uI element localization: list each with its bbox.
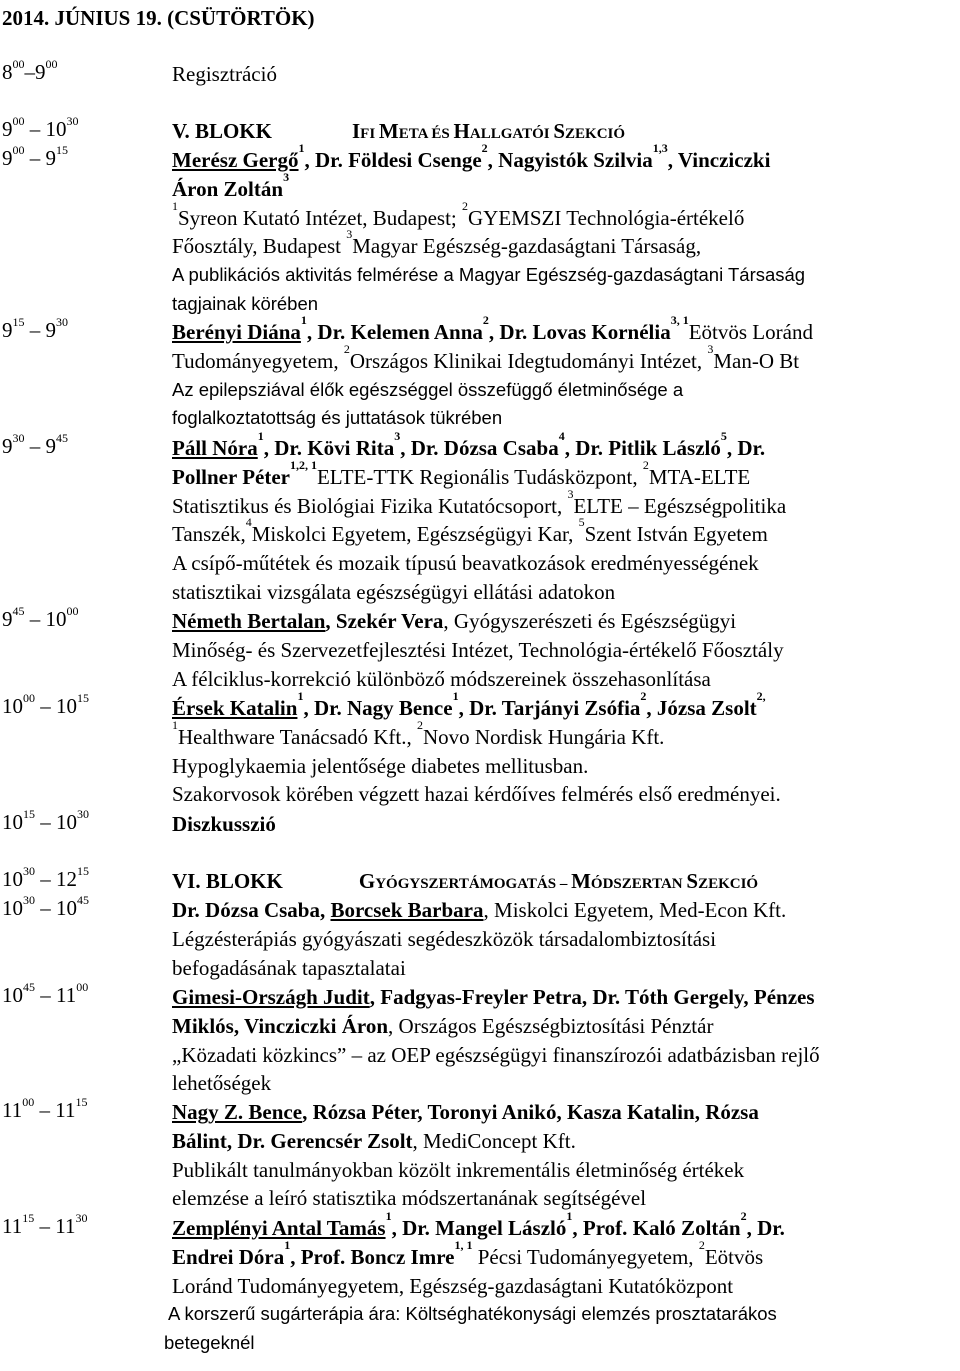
talk-authors-cont: Áron Zoltán$^3$ xyxy=(172,169,290,201)
talk-entry xyxy=(172,429,952,607)
talk-authors: Németh Bertalan, Szekér Vera, Gyógyszerészeti és Egészségügyi xyxy=(172,609,737,633)
talk-authors: Páll Nóra$^1$, Dr. Kövi Rita$^3$, Dr. Dózsa Csaba$^4$, Dr. Pitlik László$^5$, Dr. xyxy=(172,429,766,460)
session-title: Regisztráció xyxy=(172,62,277,86)
block-heading xyxy=(172,117,952,149)
talk-title-cont: elemzése a leíró statisztika módszertanának segítségével xyxy=(172,1186,647,1211)
talk-authors: Nagy Z. Bence, Rózsa Péter, Toronyi Anikó, Kasza Katalin, Rózsa xyxy=(172,1100,759,1124)
time-range: $9^{30} - 9^{45}$ xyxy=(2,431,68,458)
block-label: V. BLOKK xyxy=(172,119,272,143)
talk-entry xyxy=(172,896,952,982)
talk-affiliation: Tudományegyetem, $^2$Országos Klinikai Idegtudományi Intézet, $^3$Man-O Bt xyxy=(172,341,800,373)
talk-title: Légzésterápiás gyógyászati segédeszközök társadalombiztosítási xyxy=(172,926,717,951)
time-range: $10^{45} - 11^{00}$ xyxy=(2,980,89,1007)
section-title: GYÓGYSZERTÁMOGATÁS – MÓDSZERTAN SZEKCIÓ xyxy=(358,869,759,893)
talk-title: Publikált tanulmányokban közölt inkrementális életminőség értékek xyxy=(172,1157,745,1182)
block-label: VI. BLOKK xyxy=(172,869,283,893)
talk-authors-cont: Endrei Dóra$^1$, Prof. Boncz Imre$^{1, 1}$ Pécsi Tudományegyetem, $^2$Eötvös xyxy=(172,1237,764,1269)
talk-authors: Gimesi-Országh Judit, Fadgyas-Freyler Petra, Dr. Tóth Gergely, Pénzes xyxy=(172,985,815,1009)
time-range: $9^{15} - 9^{30}$ xyxy=(2,315,68,342)
talk-entry xyxy=(172,689,952,809)
talk-authors: Dr. Dózsa Csaba, Borcsek Barbara, Miskolci Egyetem, Med-Econ Kft. xyxy=(172,898,787,922)
talk-title-cont: betegeknél xyxy=(164,1332,255,1354)
talk-entry xyxy=(172,313,952,433)
talk-title: Hypoglykaemia jelentősége diabetes mellitusban. xyxy=(172,753,589,778)
talk-authors-cont: Bálint, Dr. Gerencsér Zsolt, MediConcept Kft. xyxy=(172,1128,576,1153)
talk-authors: Érsek Katalin$^1$, Dr. Nagy Bence$^1$, Dr. Tarjányi Zsófia$^2$, Józsa Zsolt$^{2,}$ xyxy=(172,689,766,720)
talk-affiliation-cont: Statisztikus és Biológiai Fizika Kutatócsoport, $^3$ELTE – Egészségpolitika xyxy=(172,486,787,518)
page-title: 2014. JÚNIUS 19. (CSÜTÖRTÖK) xyxy=(2,6,315,30)
talk-title-cont: foglalkoztatottság és juttatások tükrében xyxy=(172,407,503,429)
talk-entry xyxy=(172,607,952,693)
talk-title-cont: statisztikai vizsgálata egészségügyi ellátási adatokon xyxy=(172,579,616,604)
block-heading xyxy=(172,867,952,899)
time-range: $9^{00} - 9^{15}$ xyxy=(2,143,68,170)
talk-authors-cont: Miklós, Vincziczki Áron, Országos Egészségbiztosítási Pénztár xyxy=(172,1013,714,1038)
talk-title: „Közadati közkincs” – az OEP egészségügyi finanszírozói adatbázisban rejlő xyxy=(172,1042,820,1067)
talk-entry xyxy=(172,141,952,319)
talk-title-cont: befogadásának tapasztalatai xyxy=(172,955,406,980)
talk-affiliation-cont: Főosztály, Budapest $^3$Magyar Egészség-gazdaságtani Társaság, xyxy=(172,227,702,259)
talk-entry xyxy=(164,1209,952,1358)
talk-authors: Zemplényi Antal Tamás$^1$, Dr. Mangel László$^1$, Prof. Kaló Zoltán$^2$, Dr. xyxy=(172,1209,785,1240)
talk-affiliation: Minőség- és Szervezetfejlesztési Intézet, Technológia-értékelő Főosztály xyxy=(172,637,784,662)
talk-authors: Berényi Diána$^1$, Dr. Kelemen Anna$^2$, Dr. Lovas Kornélia$^{3, 1}$Eötvös Loránd xyxy=(172,313,813,344)
talk-entry xyxy=(172,983,952,1098)
talk-title: A korszerű sugárterápia ára: Költséghatékonysági elemzés prosztatarákos xyxy=(168,1303,777,1325)
talk-title: Az epilepsziával élők egészséggel összefüggő életminősége a xyxy=(172,378,684,400)
talk-title-cont: lehetőségek xyxy=(172,1071,272,1096)
discussion-text: Diszkusszió xyxy=(172,812,276,836)
talk-affiliation: Pollner Péter$^{1,2, 1}$ELTE-TTK Regionális Tudásközpont, $^2$MTA-ELTE xyxy=(172,457,751,489)
time-range: $8^{00}-9^{00}$ xyxy=(2,57,58,84)
talk-title-cont: tagjainak körében xyxy=(172,292,319,314)
discussion-label xyxy=(172,810,952,839)
talk-title-cont: Szakorvosok körében végzett hazai kérdőíves felmérés első eredményei. xyxy=(172,782,781,807)
talk-affiliation: $^1$Syreon Kutató Intézet, Budapest; $^2$GYEMSZI Technológia-értékelő xyxy=(172,198,745,230)
talk-entry xyxy=(172,1098,952,1213)
talk-title: A publikációs aktivitás felmérése a Magyar Egészség-gazdaságtani Társaság xyxy=(172,264,806,286)
section-title: IFI META ÉS HALLGATÓI SZEKCIÓ xyxy=(351,119,626,143)
talk-affiliation: Loránd Tudományegyetem, Egészség-gazdaságtani Kutatóközpont xyxy=(172,1273,734,1298)
time-range: $11^{15} - 11^{30}$ xyxy=(2,1211,88,1238)
talk-affiliation: $^1$Healthware Tanácsadó Kft., $^2$Novo Nordisk Hungária Kft. xyxy=(172,717,665,749)
time-range: $9^{00} - 10^{30}$ xyxy=(2,114,79,141)
time-range: $10^{30} - 10^{45}$ xyxy=(2,893,89,920)
time-range: $9^{45} - 10^{00}$ xyxy=(2,604,79,631)
talk-affiliation-cont: Tanszék,$^4$Miskolci Egyetem, Egészségügyi Kar, $^5$Szent István Egyetem xyxy=(172,515,768,547)
talk-authors: Merész Gergő$^1$, Dr. Földesi Csenge$^2$, Nagyistók Szilvia$^{1,3}$, Vincziczki xyxy=(172,141,771,172)
time-range: $10^{30} - 12^{15}$ xyxy=(2,864,89,891)
talk-title: A csípő-műtétek és mozaik típusú beavatkozások eredményességének xyxy=(172,551,759,576)
time-range: $10^{00} - 10^{15}$ xyxy=(2,691,89,718)
time-range: $10^{15} - 10^{30}$ xyxy=(2,807,89,834)
talk-title: A félciklus-korrekció különböző módszereinek összehasonlítása xyxy=(172,666,711,691)
time-range: $11^{00} - 11^{15}$ xyxy=(2,1095,88,1122)
